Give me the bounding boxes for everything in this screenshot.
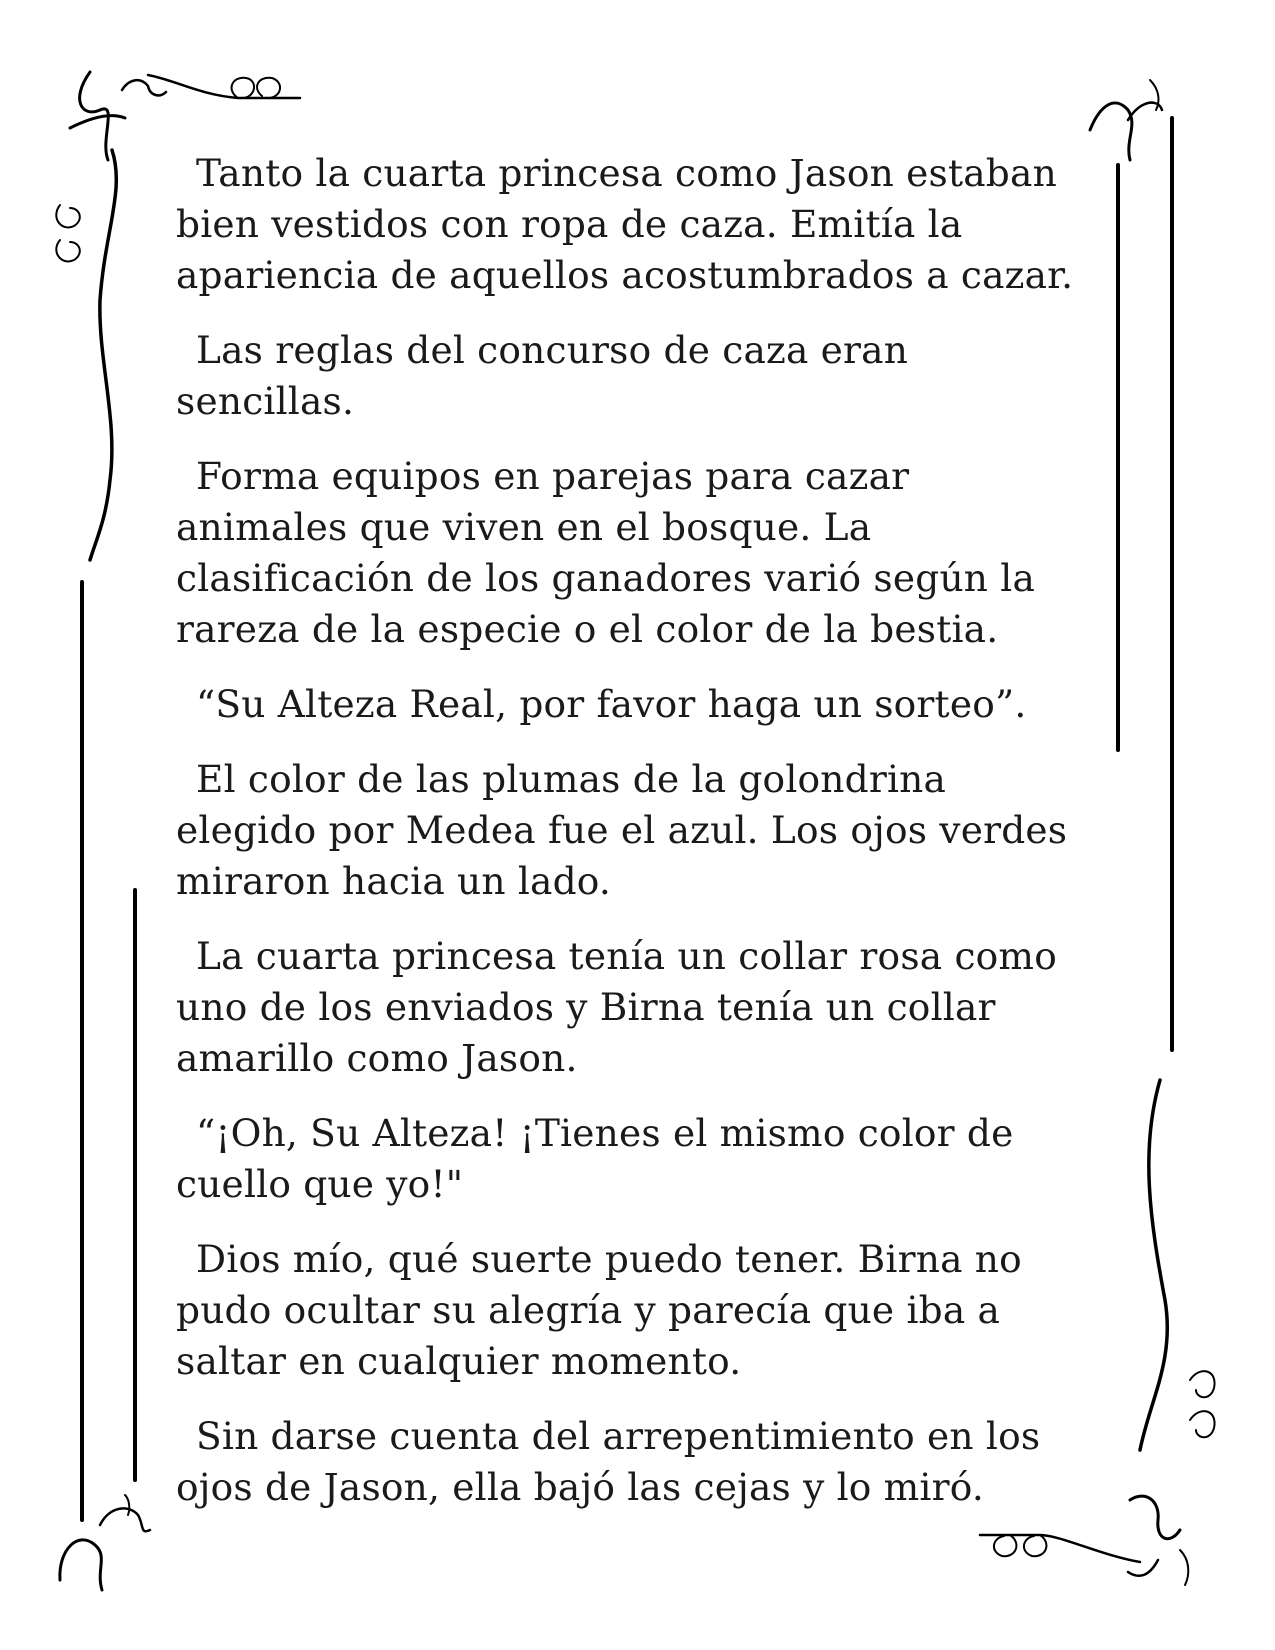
top-right-flourish-icon bbox=[1090, 80, 1162, 160]
paragraph: La cuarta princesa tenía un collar rosa como uno de los enviados y Birna tenía un collar amarillo como Jason. bbox=[176, 934, 1057, 1080]
paragraph: Sin darse cuenta del arrepentimiento en los ojos de Jason, ella bajó las cejas y lo miró. bbox=[176, 1414, 1041, 1509]
paragraph: “¡Oh, Su Alteza! ¡Tienes el mismo color de cuello que yo!" bbox=[176, 1111, 1014, 1206]
paragraph: Dios mío, qué suerte puedo tener. Birna no pudo ocultar su alegría y parecía que iba a saltar en cualquier momento. bbox=[176, 1237, 1022, 1383]
paragraph: Las reglas del concurso de caza eran sencillas. bbox=[176, 328, 909, 423]
story-text bbox=[176, 148, 1091, 1537]
paragraph: Forma equipos en parejas para cazar animales que viven en el bosque. La clasificación de los ganadores varió según la rareza de la especie o el color de la bestia. bbox=[176, 454, 1036, 651]
paragraph: El color de las plumas de la golondrina elegido por Medea fue el azul. Los ojos verdes miraron hacia un lado. bbox=[176, 757, 1068, 903]
bottom-left-flourish-icon bbox=[60, 1495, 150, 1590]
paragraph: “Su Alteza Real, por favor haga un sorteo”. bbox=[196, 682, 1027, 726]
paragraph: Tanto la cuarta princesa como Jason estaban bien vestidos con ropa de caza. Emitía la apariencia de aquellos acostumbrados a cazar. bbox=[176, 151, 1074, 297]
